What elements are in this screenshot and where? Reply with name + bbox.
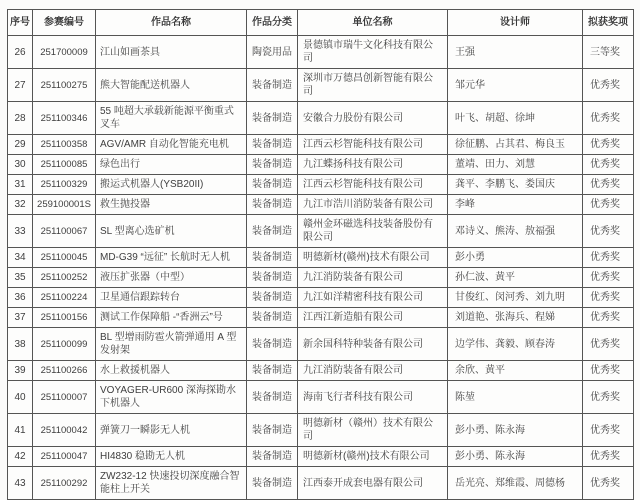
cell-designers: 彭小勇 <box>448 248 583 268</box>
cell-work-category: 装备制造 <box>247 467 298 500</box>
cell-entry-number: 251100292 <box>33 467 96 500</box>
cell-entry-number: 251100045 <box>33 248 96 268</box>
header-designer: 设计师 <box>448 10 583 36</box>
table-row <box>8 135 634 155</box>
cell-proposed-award: 优秀奖 <box>583 328 634 361</box>
cell-designers: 刘道艳、张海兵、程娣 <box>448 308 583 328</box>
cell-designers: 彭小勇、陈永海 <box>448 414 583 447</box>
cell-work-name: 55 吨超大承载新能源平衡重式叉车 <box>96 102 247 135</box>
cell-entry-number: 251100275 <box>33 69 96 102</box>
cell-work-name: 卫星通信跟踪转台 <box>96 288 247 308</box>
table-row <box>8 308 634 328</box>
cell-work-category: 装备制造 <box>247 135 298 155</box>
table-row <box>8 69 634 102</box>
cell-organization-name: 海南飞行者科技有限公司 <box>298 381 448 414</box>
cell-work-category: 装备制造 <box>247 102 298 135</box>
cell-work-name: 绿色出行 <box>96 155 247 175</box>
table-row <box>8 155 634 175</box>
cell-work-category: 装备制造 <box>247 361 298 381</box>
cell-serial-number: 37 <box>8 308 33 328</box>
cell-entry-number: 251100042 <box>33 414 96 447</box>
header-entry-number: 参赛编号 <box>33 10 96 36</box>
cell-designers: 彭小勇、陈永海 <box>448 447 583 467</box>
table-row <box>8 467 634 500</box>
cell-organization-name: 深圳市万德昌创新智能有限公司 <box>298 69 448 102</box>
cell-designers: 龚平、李鹏飞、娄国庆 <box>448 175 583 195</box>
table-row <box>8 328 634 361</box>
cell-entry-number: 251100329 <box>33 175 96 195</box>
cell-work-category: 装备制造 <box>247 195 298 215</box>
cell-designers: 叶飞、胡超、徐坤 <box>448 102 583 135</box>
cell-work-name: 水上救援机器人 <box>96 361 247 381</box>
cell-entry-number: 251100156 <box>33 308 96 328</box>
cell-work-name: AGV/AMR 自动化智能充电机 <box>96 135 247 155</box>
cell-entry-number: 259100001S <box>33 195 96 215</box>
cell-work-name: 熊大智能配送机器人 <box>96 69 247 102</box>
cell-work-category: 装备制造 <box>247 155 298 175</box>
cell-serial-number: 42 <box>8 447 33 467</box>
cell-organization-name: 九江市浩川消防装备有限公司 <box>298 195 448 215</box>
cell-organization-name: 安徽合力股份有限公司 <box>298 102 448 135</box>
cell-designers: 王强 <box>448 36 583 69</box>
cell-proposed-award: 优秀奖 <box>583 308 634 328</box>
cell-organization-name: 明德新材(赣州)技术有限公司 <box>298 447 448 467</box>
cell-proposed-award: 优秀奖 <box>583 447 634 467</box>
table-row <box>8 36 634 69</box>
cell-organization-name: 明德新材(赣州)技术有限公司 <box>298 248 448 268</box>
cell-organization-name: 江西云杉智能科技有限公司 <box>298 135 448 155</box>
cell-work-category: 装备制造 <box>247 381 298 414</box>
cell-proposed-award: 优秀奖 <box>583 268 634 288</box>
cell-work-category: 装备制造 <box>247 215 298 248</box>
table-row <box>8 288 634 308</box>
cell-serial-number: 28 <box>8 102 33 135</box>
cell-serial-number: 39 <box>8 361 33 381</box>
cell-designers: 邹元华 <box>448 69 583 102</box>
cell-serial-number: 36 <box>8 288 33 308</box>
cell-proposed-award: 优秀奖 <box>583 102 634 135</box>
cell-entry-number: 251100047 <box>33 447 96 467</box>
cell-designers: 徐征鹏、占其君、梅良玉 <box>448 135 583 155</box>
scanned-page <box>0 9 640 495</box>
award-list-table <box>7 9 634 500</box>
cell-work-category: 装备制造 <box>247 248 298 268</box>
table-header-row <box>8 10 634 36</box>
header-organization-name: 单位名称 <box>298 10 448 36</box>
cell-entry-number: 251100224 <box>33 288 96 308</box>
award-table-body <box>8 36 634 500</box>
cell-entry-number: 251100067 <box>33 215 96 248</box>
cell-serial-number: 40 <box>8 381 33 414</box>
cell-designers: 李峰 <box>448 195 583 215</box>
cell-proposed-award: 优秀奖 <box>583 195 634 215</box>
cell-work-category: 陶瓷用品 <box>247 36 298 69</box>
header-proposed-award: 拟获奖项 <box>583 10 634 36</box>
cell-work-category: 装备制造 <box>247 414 298 447</box>
cell-serial-number: 34 <box>8 248 33 268</box>
cell-organization-name: 景德镇市瑞牛文化科技有限公司 <box>298 36 448 69</box>
cell-organization-name: 江西江新造船有限公司 <box>298 308 448 328</box>
cell-work-category: 装备制造 <box>247 447 298 467</box>
cell-entry-number: 251700009 <box>33 36 96 69</box>
cell-proposed-award: 优秀奖 <box>583 135 634 155</box>
cell-serial-number: 29 <box>8 135 33 155</box>
cell-designers: 陈堃 <box>448 381 583 414</box>
cell-entry-number: 251100099 <box>33 328 96 361</box>
cell-work-name: BL 型增雨防雹火箭弹通用 A 型发射架 <box>96 328 247 361</box>
cell-work-name: SL 型离心选矿机 <box>96 215 247 248</box>
cell-organization-name: 九江消防装备有限公司 <box>298 268 448 288</box>
cell-designers: 余欣、黄平 <box>448 361 583 381</box>
cell-proposed-award: 三等奖 <box>583 36 634 69</box>
cell-entry-number: 251100007 <box>33 381 96 414</box>
cell-work-name: 测试工作保障船 -“香洲云”号 <box>96 308 247 328</box>
cell-organization-name: 九江如洋精密科技有限公司 <box>298 288 448 308</box>
cell-proposed-award: 优秀奖 <box>583 248 634 268</box>
cell-work-name: 液压扩张器（中型） <box>96 268 247 288</box>
table-row <box>8 102 634 135</box>
table-row <box>8 381 634 414</box>
cell-entry-number: 251100085 <box>33 155 96 175</box>
cell-proposed-award: 优秀奖 <box>583 467 634 500</box>
cell-work-category: 装备制造 <box>247 175 298 195</box>
cell-designers: 岳光亮、郑维霞、周德杨 <box>448 467 583 500</box>
cell-serial-number: 33 <box>8 215 33 248</box>
cell-work-name: HI4830 稳勘无人机 <box>96 447 247 467</box>
cell-work-category: 装备制造 <box>247 268 298 288</box>
table-row <box>8 361 634 381</box>
cell-serial-number: 38 <box>8 328 33 361</box>
cell-work-name: MD-G39 “远征” 长航时无人机 <box>96 248 247 268</box>
cell-work-category: 装备制造 <box>247 308 298 328</box>
cell-work-name: VOYAGER-UR600 深海探勘水下机器人 <box>96 381 247 414</box>
cell-entry-number: 251100266 <box>33 361 96 381</box>
cell-work-name: 弹簧刀一瞬影无人机 <box>96 414 247 447</box>
cell-organization-name: 明德新材（赣州）技术有限公司 <box>298 414 448 447</box>
cell-entry-number: 251100252 <box>33 268 96 288</box>
cell-work-name: 救生抛投器 <box>96 195 247 215</box>
cell-proposed-award: 优秀奖 <box>583 414 634 447</box>
table-row <box>8 215 634 248</box>
cell-work-name: 江山如画茶具 <box>96 36 247 69</box>
cell-designers: 边学伟、龚毅、顾春涛 <box>448 328 583 361</box>
cell-organization-name: 江西云杉智能科技有限公司 <box>298 175 448 195</box>
cell-serial-number: 27 <box>8 69 33 102</box>
table-row <box>8 248 634 268</box>
cell-organization-name: 新余国科特种装备有限公司 <box>298 328 448 361</box>
header-work-category: 作品分类 <box>247 10 298 36</box>
cell-serial-number: 32 <box>8 195 33 215</box>
cell-designers: 甘俊红、闵河秀、刘九明 <box>448 288 583 308</box>
cell-entry-number: 251100346 <box>33 102 96 135</box>
table-row <box>8 414 634 447</box>
table-row <box>8 447 634 467</box>
header-work-name: 作品名称 <box>96 10 247 36</box>
table-row <box>8 175 634 195</box>
cell-organization-name: 九江消防装备有限公司 <box>298 361 448 381</box>
cell-work-category: 装备制造 <box>247 69 298 102</box>
table-row <box>8 195 634 215</box>
cell-organization-name: 江西泰开成套电器有限公司 <box>298 467 448 500</box>
cell-proposed-award: 优秀奖 <box>583 361 634 381</box>
cell-designers: 孙仁波、黄平 <box>448 268 583 288</box>
cell-serial-number: 41 <box>8 414 33 447</box>
cell-serial-number: 43 <box>8 467 33 500</box>
cell-work-name: 搬运式机器人(YSB20II) <box>96 175 247 195</box>
cell-serial-number: 31 <box>8 175 33 195</box>
cell-designers: 董靖、田力、刘慧 <box>448 155 583 175</box>
cell-proposed-award: 优秀奖 <box>583 155 634 175</box>
cell-serial-number: 35 <box>8 268 33 288</box>
cell-entry-number: 251100358 <box>33 135 96 155</box>
cell-organization-name: 九江蝶扬科技有限公司 <box>298 155 448 175</box>
cell-proposed-award: 优秀奖 <box>583 69 634 102</box>
cell-proposed-award: 优秀奖 <box>583 288 634 308</box>
header-serial-number: 序号 <box>8 10 33 36</box>
cell-serial-number: 30 <box>8 155 33 175</box>
cell-work-name: ZW232-12 快速投切深度融合智能柱上开关 <box>96 467 247 500</box>
table-row <box>8 268 634 288</box>
cell-designers: 邓诗义、熊涛、敖福强 <box>448 215 583 248</box>
cell-serial-number: 26 <box>8 36 33 69</box>
cell-work-category: 装备制造 <box>247 328 298 361</box>
cell-work-category: 装备制造 <box>247 288 298 308</box>
cell-proposed-award: 优秀奖 <box>583 175 634 195</box>
cell-proposed-award: 优秀奖 <box>583 381 634 414</box>
cell-organization-name: 赣州金环磁选科技装备股份有限公司 <box>298 215 448 248</box>
cell-proposed-award: 优秀奖 <box>583 215 634 248</box>
